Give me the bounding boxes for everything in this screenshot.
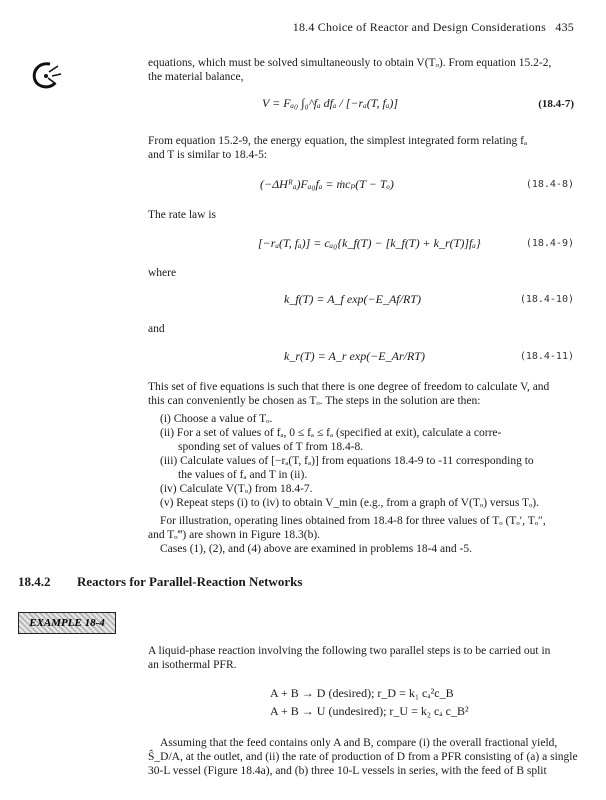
text-line: Cases (1), (2), and (4) above are examined in problems 18-4 and -5. xyxy=(160,543,472,555)
text-line: and xyxy=(148,323,165,335)
text-line: The rate law is xyxy=(148,209,217,221)
equation-number: (18.4-8) xyxy=(525,179,574,190)
solution-steps xyxy=(160,412,539,510)
equation-18-4-11: k_r(T) = A_r exp(−E_Ar/RT) xyxy=(284,349,425,363)
paragraph xyxy=(148,56,551,84)
section-heading xyxy=(18,574,302,590)
section-title: Reactors for Parallel-Reaction Networks xyxy=(77,574,303,589)
example-badge xyxy=(18,612,116,634)
step-item: the values of fₐ and T in (ii). xyxy=(178,469,308,481)
paragraph xyxy=(148,736,578,778)
text-line: an isothermal PFR. xyxy=(148,659,237,671)
step-item: (iii) Calculate values of [−rₐ(T, fₐ)] from equations 18.4-9 to -11 corresponding to xyxy=(160,455,534,467)
paragraph xyxy=(148,514,546,556)
text-line: 30-L vessel (Figure 18.4a), and (b) three 10-L vessels in series, with the feed of B split xyxy=(148,765,547,777)
paragraph xyxy=(148,380,549,408)
page-number: 435 xyxy=(555,20,574,34)
section-number: 18.4.2 xyxy=(18,574,51,589)
step-item: sponding set of values of T from 18.4-8. xyxy=(178,441,364,453)
equation-18-4-9: [−rₐ(T, fₐ)] = cₐ₀{k_f(T) − [k_f(T) + k_r(T)]fₐ} xyxy=(258,236,481,250)
text-line: the material balance, xyxy=(148,71,244,83)
paragraph xyxy=(148,644,550,672)
text-line: where xyxy=(148,267,177,279)
caveat-icon xyxy=(28,58,64,94)
equation-number: (18.4-11) xyxy=(519,351,574,362)
equation-number: (18.4-7) xyxy=(538,98,574,110)
text-line: and Tₒ‴) are shown in Figure 18.3(b). xyxy=(148,529,321,541)
equation-18-4-8: (−ΔHᴿₐ)Fₐ₀fₐ = ṁcₚ(T − Tₒ) xyxy=(260,177,394,191)
equation-18-4-10: k_f(T) = A_f exp(−E_Af/RT) xyxy=(284,292,421,306)
equation-18-4-7: V = Fₐ₀ ∫₀^fₐ dfₐ / [−rₐ(T, fₐ)] xyxy=(262,96,399,110)
step-item: (iv) Calculate V(Tₒ) from 18.4-7. xyxy=(160,483,313,495)
header-section: 18.4 Choice of Reactor and Design Considerations xyxy=(292,20,546,34)
step-item: (i) Choose a value of Tₒ. xyxy=(160,413,273,425)
text-line: and T is similar to 18.4-5: xyxy=(148,149,268,161)
equation-number: (18.4-10) xyxy=(519,294,574,305)
text-line: For illustration, operating lines obtained from 18.4-8 for three values of Tₒ (Tₒ′, Tₒ″, xyxy=(160,515,546,527)
text-line: this can conveniently be chosen as Tₒ. The steps in the solution are then: xyxy=(148,395,481,407)
reaction-desired: A + B → D (desired); r_D = k₁ cₐ²c_B xyxy=(270,686,454,700)
step-item: (ii) For a set of values of fₐ, 0 ≤ fₐ ≤ fₐ (specified at exit), calculate a corre- xyxy=(160,427,502,439)
example-label: EXAMPLE 18-4 xyxy=(19,613,115,633)
reaction-undesired: A + B → U (undesired); r_U = k₂ cₐ c_B² xyxy=(270,704,469,718)
step-item: (v) Repeat steps (i) to (iv) to obtain V_min (e.g., from a graph of V(Tₒ) versus Tₒ). xyxy=(160,497,540,509)
text-line: From equation 15.2-9, the energy equation, the simplest integrated form relating fₐ xyxy=(148,135,528,147)
text-line: This set of five equations is such that there is one degree of freedom to calculate V, and xyxy=(148,381,550,393)
text-line: A liquid-phase reaction involving the following two parallel steps is to be carried out in xyxy=(148,645,551,657)
text-line: Ŝ_D/A, at the outlet, and (ii) the rate of production of D from a PFR consisting of (a) a single xyxy=(148,751,578,763)
text-line: equations, which must be solved simultaneously to obtain V(Tₒ). From equation 15.2-2, xyxy=(148,57,552,69)
paragraph xyxy=(148,134,527,162)
text-line: Assuming that the feed contains only A and B, compare (i) the overall fractional yield, xyxy=(160,737,558,749)
margin-logo xyxy=(28,58,64,94)
equation-number: (18.4-9) xyxy=(525,238,574,249)
